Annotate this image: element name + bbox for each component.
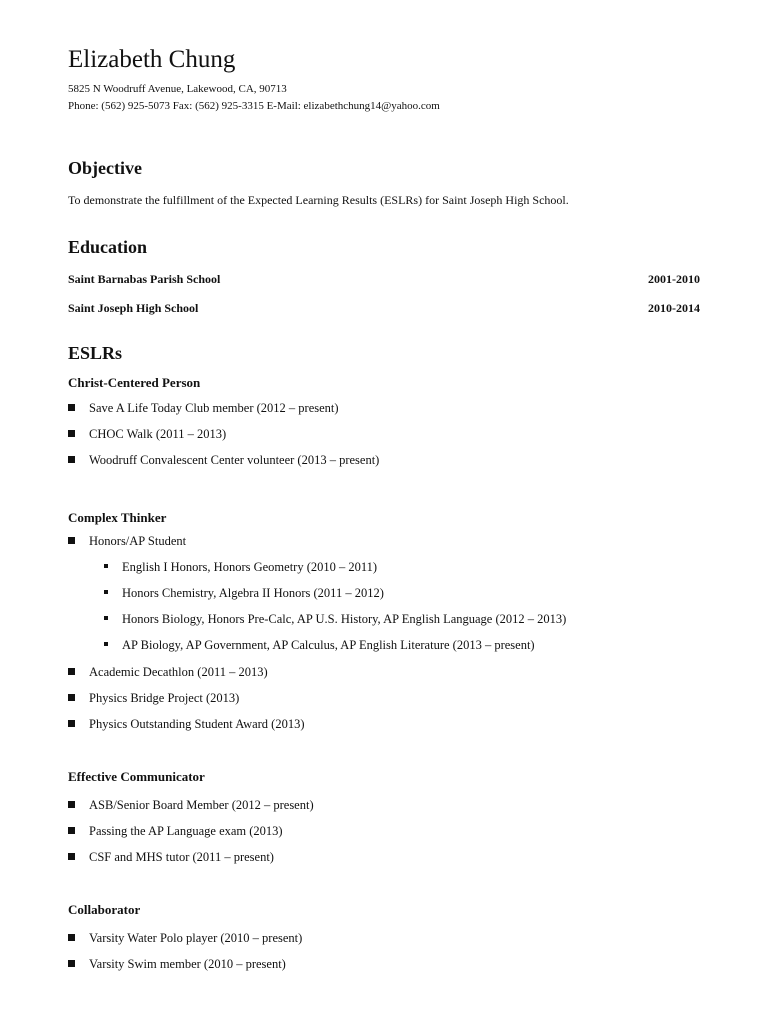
square-bullet-icon [68,404,75,411]
list-item: Physics Outstanding Student Award (2013) [68,716,305,732]
list-item: Varsity Swim member (2010 – present) [68,956,286,972]
sub-list-item: AP Biology, AP Government, AP Calculus, AP English Literature (2013 – present) [104,637,535,653]
education-years: 2010-2014 [648,301,700,315]
list-item: CSF and MHS tutor (2011 – present) [68,849,274,865]
eslrs-heading: ESLRs [68,343,123,363]
list-item: CHOC Walk (2011 – 2013) [68,426,226,442]
collaborator-heading: Collaborator [68,902,141,917]
list-item: ASB/Senior Board Member (2012 – present) [68,797,314,813]
objective-text: To demonstrate the fulfillment of the Expected Learning Results (ESLRs) for Saint Joseph High School. [68,193,569,207]
small-square-bullet-icon [104,590,108,594]
square-bullet-icon [68,720,75,727]
list-item: Passing the AP Language exam (2013) [68,823,283,839]
education-school: Saint Joseph High School [68,301,199,315]
effective-communicator-heading: Effective Communicator [68,769,205,784]
sub-list-item: English I Honors, Honors Geometry (2010 – 2011) [104,559,377,575]
list-item: Save A Life Today Club member (2012 – present) [68,400,339,416]
small-square-bullet-icon [104,616,108,620]
square-bullet-icon [68,853,75,860]
address-line: 5825 N Woodruff Avenue, Lakewood, CA, 90713 [68,83,287,95]
square-bullet-icon [68,934,75,941]
list-item: Honors/AP Student [68,533,186,549]
resume-name: Elizabeth Chung [68,46,236,73]
square-bullet-icon [68,827,75,834]
list-item: Woodruff Convalescent Center volunteer (2013 – present) [68,452,379,468]
square-bullet-icon [68,960,75,967]
education-school: Saint Barnabas Parish School [68,272,221,286]
square-bullet-icon [68,801,75,808]
education-heading: Education [68,237,148,257]
list-item: Varsity Water Polo player (2010 – present) [68,930,302,946]
square-bullet-icon [68,537,75,544]
square-bullet-icon [68,456,75,463]
contact-line: Phone: (562) 925-5073 Fax: (562) 925-3315 E-Mail: elizabethchung14@yahoo.com [68,100,440,112]
square-bullet-icon [68,668,75,675]
square-bullet-icon [68,430,75,437]
small-square-bullet-icon [104,642,108,646]
sub-list-item: Honors Biology, Honors Pre-Calc, AP U.S. History, AP English Language (2012 – 2013) [104,611,566,627]
sub-list-item: Honors Chemistry, Algebra II Honors (2011 – 2012) [104,585,384,601]
education-years: 2001-2010 [648,272,700,286]
objective-heading: Objective [68,158,142,178]
list-item: Physics Bridge Project (2013) [68,690,239,706]
complex-thinker-heading: Complex Thinker [68,510,167,525]
square-bullet-icon [68,694,75,701]
small-square-bullet-icon [104,564,108,568]
list-item: Academic Decathlon (2011 – 2013) [68,664,268,680]
christ-centered-heading: Christ-Centered Person [68,375,201,390]
